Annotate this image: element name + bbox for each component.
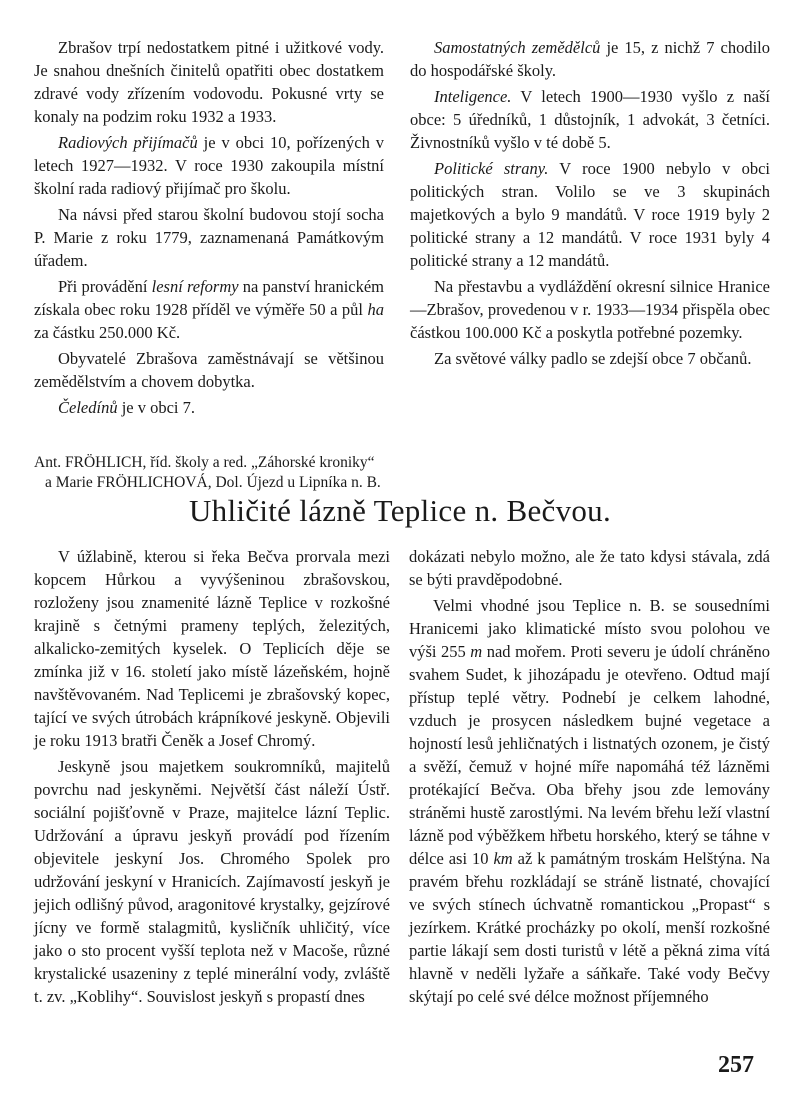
paragraph: Obyvatelé Zbrašova zaměstnávají se většinou zemědělstvím a chovem dobytka. [34, 349, 384, 391]
top-right-column [410, 36, 770, 370]
paragraph: Inteligence. V letech 1900—1930 vyšlo z naší obce: 5 úředníků, 1 důstojník, 1 advokát, 3 četníci. Živnostníků vyšlo v té době 5. [410, 87, 770, 152]
paragraph: Na přestavbu a vydláždění okresní silnice Hranice—Zbrašov, provedenou v r. 1933—1934 přispěla obec částkou 100.000 Kč a poskytla potřebné pozemky. [410, 277, 770, 342]
paragraph: Samostatných zemědělců je 15, z nichž 7 chodilo do hospodářské školy. [410, 38, 770, 80]
byline-line-1: Ant. FRÖHLICH, říd. školy a red. „Záhorské kroniky“ [34, 454, 375, 471]
paragraph: Jeskyně jsou majetkem soukromníků, majitelů povrchu nad jeskyněmi. Největší část náleží Ústř. sociální pojišťovně v Praze, majitelce lázní Teplic. Udržování a úpravu jeskyň provádí pod řízením objevitele jeskyní Jos. Chromého Spolek pro udržování jeskyní v Hranicích. Zajímavostí jeskyň je jejich odlišný původ, aragonitové krystalky, gejzírové jícny ve formě stalagmitů, kysličník uhličitý, více jako o sto procent vyšší teplota než v Macoše, různé krystalické usazeniny z teplé minerální vody, zvláště t. zv. „Koblihy“. Souvislost jeskyň s propastí dnes [34, 757, 390, 1006]
paragraph: Velmi vhodné jsou Teplice n. B. se sousedními Hranicemi jako klimatické místo svou polohou ve výši 255 m nad mořem. Proti severu je údolí chráněno svahem Sudet, k jihozápadu je otevřeno. Odtud mají přístup teplé větry. Podnebí je celkem lahodné, vzduch je prosycen následkem bujné vegetace a hojností lesů jehličnatých i listnatých ozonem, je čistý a svěží, čemuž v hojné míře napomáhá též lázněmi protékající Bečva. Oba břehy jsou zde lemovány stráněmi hustě zarostlými. Na levém břehu leží vlastní lázně pod výběžkem hřbetu horského, který se táhne v délce asi 10 km až k památným troskám Helštýna. Na pravém břehu rozkládají se stráně listnaté, chovající ve svých stínech úchvatně romantickou „Propast“ s jezírkem. Krátké procházky po okolí, menší rozkošné partie lákají sem dosti turistů v létě a pěkná zima vítá hlavně v neděli lyžaře a sáňkaře. Také vody Bečvy skýtají po celé své délce možnost příjemného [409, 596, 770, 1006]
paragraph: Čeledínů je v obci 7. [58, 398, 196, 417]
bottom-left-column [34, 545, 390, 1008]
paragraph: Radiových přijímačů je v obci 10, pořízených v letech 1927—1932. V roce 1930 zakoupila místní školní rada radiový přijímač pro školu. [34, 133, 384, 198]
paragraph: Za světové války padlo se zdejší obce 7 občanů. [434, 349, 752, 368]
paragraph: Zbrašov trpí nedostatkem pitné i užitkové vody. Je snahou dnešních činitelů opatřiti obec dostatkem zdravé vody zřízením vodovodu. Pokusné vrty se konaly na podzim roku 1932 a 1933. [34, 38, 384, 126]
paragraph: V úžlabině, kterou si řeka Bečva prorvala mezi kopcem Hůrkou a vyvýšeninou zbrašovskou, rozloženy jsou znamenité lázně Teplice v rozkošné krajině s četnými prameny teplých, železitých, alkalicko-zemitých kyselek. O Teplicích děje se zmínka již v 16. století jako místě lázeňském, hojně navštěvovaném. Nad Teplicemi je zbrašovský kopec, tající ve svých útrobách krápníkové jeskyně. Objevili je roku 1913 bratři Čeněk a Josef Chromý. [34, 547, 390, 750]
byline-line-2: a Marie FRÖHLICHOVÁ, Dol. Újezd u Lipníka n. B. [45, 474, 381, 491]
paragraph: Na návsi před starou školní budovou stojí socha P. Marie z roku 1779, zaznamenaná Památkovým úřadem. [34, 205, 384, 270]
article-byline [34, 453, 774, 493]
paragraph: Při provádění lesní reformy na panství hranickém získala obec roku 1928 příděl ve výměře 50 a půl ha za částku 250.000 Kč. [34, 277, 385, 342]
paragraph: dokázati nebylo možno, ale že tato kdysi stávala, zdá se býti pravděpodobné. [409, 547, 770, 589]
paragraph: Politické strany. V roce 1900 nebylo v obci politických stran. Volilo se ve 3 skupinách majetkových a bylo 9 mandátů. V roce 1919 byly 2 politické strany a 12 mandátů. V roce 1931 byly 4 politické strany a 12 mandátů. [410, 159, 770, 270]
article-title: Uhličité lázně Teplice n. Bečvou. [188, 493, 612, 528]
top-left-column [34, 36, 384, 419]
bottom-right-column [409, 545, 770, 1008]
page-number: 257 [718, 1052, 754, 1078]
